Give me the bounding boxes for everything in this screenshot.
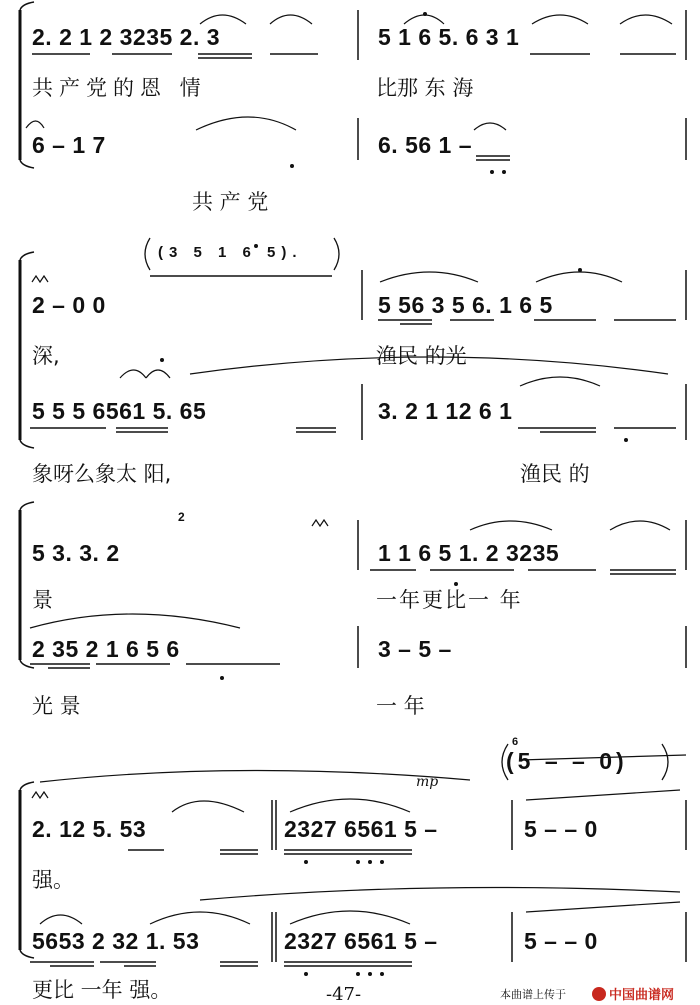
system-2-lower-measure-2: 3. 2 1 12 6 1 bbox=[378, 398, 513, 424]
system-2-upper-lyrics-left: 深, bbox=[32, 344, 60, 368]
system-4-lower-measure-3: 5 – – 0 bbox=[524, 928, 598, 954]
system-4-upper-measure-3: 5 – – 0 bbox=[524, 816, 598, 842]
system-2-upper-measure-2: 5 56 3 5 6. 1 6 5 bbox=[378, 292, 553, 318]
system-4-lower-measure-1: 5653 2 32 1. 53 bbox=[32, 928, 200, 954]
system-2-intro: (3 5 1 6 5). bbox=[158, 244, 303, 261]
system-3-upper-measure-1: 5 3. 3. 2 bbox=[32, 540, 120, 566]
system-4-upper-measure-2: 2327 6561 5 – bbox=[284, 816, 438, 842]
site-name: 中国曲谱网 bbox=[609, 988, 675, 1003]
page-number: -47- bbox=[326, 984, 362, 1005]
system-4-coda: (5 – – 0) bbox=[506, 748, 628, 774]
system-1-lower-measure-2: 6. 56 1 – bbox=[378, 132, 473, 158]
system-4-dynamic-mp: mp bbox=[416, 774, 439, 790]
system-4-lower-measure-2: 2327 6561 5 – bbox=[284, 928, 438, 954]
site-logo[interactable] bbox=[592, 984, 674, 1003]
system-4-upper-measure-1: 2. 12 5. 53 bbox=[32, 816, 147, 842]
system-3-upper-lyrics-right: 一年更比一 年 bbox=[376, 588, 523, 612]
system-1-upper-measure-2: 5 1 6 5. 6 3 1 bbox=[378, 24, 520, 50]
system-2-lower-lyrics-left: 象呀么象太 阳, bbox=[32, 462, 172, 486]
system-1-upper-lyrics-right: 比那 东 海 bbox=[376, 76, 474, 100]
system-4-coda-grace: 6 bbox=[512, 736, 519, 748]
system-2-upper-lyrics-right: 渔民 的光 bbox=[376, 344, 467, 368]
system-3-upper-measure-2: 1 1 6 5 1. 2 3235 bbox=[378, 540, 560, 566]
system-1-lower-lyrics: 共 产 党 bbox=[192, 190, 269, 214]
system-3-lower-measure-1: 2 35 2 1 6 5 6 bbox=[32, 636, 180, 662]
system-4-lower-lyrics: 更比 一年 强。 bbox=[32, 978, 172, 1002]
system-2-lower-lyrics-right: 渔民 的 bbox=[520, 462, 590, 486]
system-2-lower-measure-1: 5 5 5 6561 5. 65 bbox=[32, 398, 207, 424]
site-logo-icon bbox=[592, 987, 606, 1001]
system-3-upper-lyrics-left: 景 bbox=[32, 588, 53, 612]
system-2-upper-measure-1: 2 – 0 0 bbox=[32, 292, 106, 318]
system-1-upper-measure-1: 2. 2 1 2 3235 2. 3 bbox=[32, 24, 221, 50]
system-3-lower-lyrics-left: 光 景 bbox=[32, 694, 81, 718]
system-1-upper-lyrics-left: 共产党的恩 情 bbox=[32, 76, 207, 100]
system-3-lower-lyrics-right: 一 年 bbox=[376, 694, 425, 718]
upload-label: 本曲谱上传于 bbox=[500, 988, 566, 1001]
system-3-lower-measure-2: 3 – 5 – bbox=[378, 636, 452, 662]
system-1-lower-measure-1: 6 – 1 7 bbox=[32, 132, 106, 158]
system-4-upper-lyrics: 强。 bbox=[32, 868, 74, 892]
system-3-grace-note: 2 bbox=[178, 510, 185, 524]
